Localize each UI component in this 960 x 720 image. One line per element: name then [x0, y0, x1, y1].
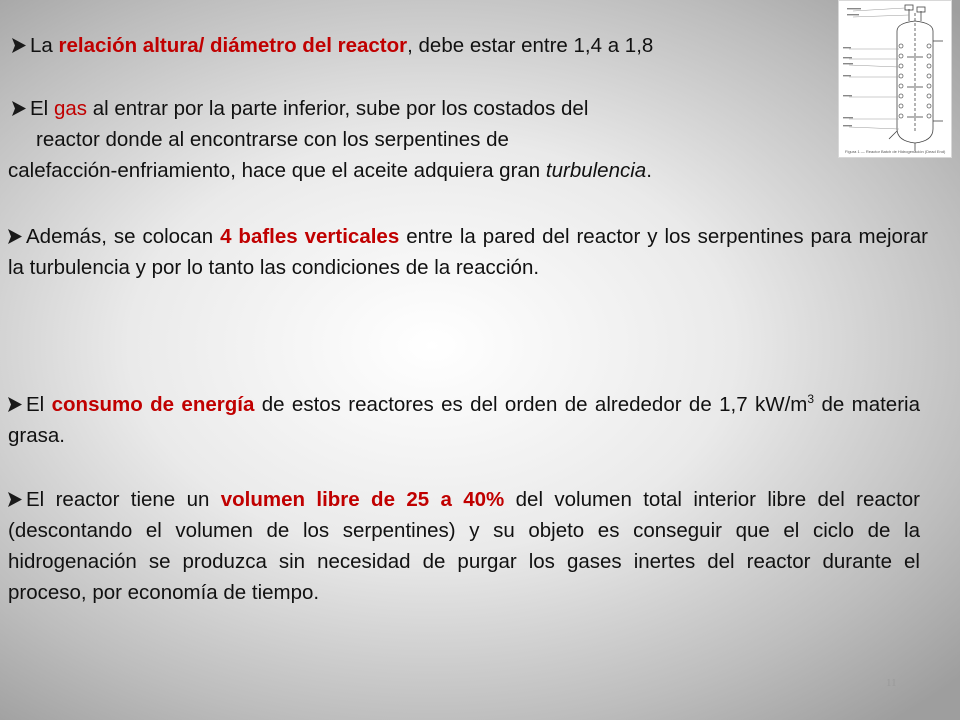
- paragraph-gas: [8, 93, 852, 186]
- p4-text-post2: de materia grasa.: [8, 393, 920, 447]
- p2-line3-a: calefacción-enfriamiento, hace que el aceite adquiera gran: [8, 159, 546, 182]
- figure-caption: Figura 1 — Reactor Batch de Hidrogenación (Dead End): [845, 149, 946, 154]
- p3-text-pre: Además, se colocan: [26, 225, 221, 248]
- p2-text-pre: El: [30, 97, 54, 120]
- slide-number: 11: [886, 677, 897, 689]
- p1-highlight: relación altura/ diámetro del reactor: [58, 34, 408, 57]
- p4-superscript: 3: [807, 392, 815, 406]
- p5-text-pre: El reactor tiene un: [26, 488, 221, 511]
- p2-text-post: al entrar por la parte inferior, sube por los costados del: [87, 97, 589, 120]
- p1-text-post: , debe estar entre 1,4 a 1,8: [407, 34, 654, 57]
- bullet-arrow-icon: [8, 397, 23, 412]
- p3-text-post: entre la pared del reactor y los serpentines para mejorar la turbulencia y por lo tanto las condiciones de la reacción.: [8, 225, 929, 279]
- paragraph-free-volume: [8, 484, 920, 608]
- p2-line2: reactor donde al encontrarse con los serpentines de: [36, 128, 509, 151]
- paragraph-ratio: [12, 30, 842, 61]
- bullet-arrow-icon: [8, 229, 23, 244]
- reactor-drawing: [839, 1, 953, 159]
- bullet-arrow-icon: [8, 492, 23, 507]
- p4-text-post: de estos reactores es del orden de alrededor de 1,7 kW/m: [254, 393, 808, 416]
- p4-highlight: consumo de energía: [51, 393, 255, 416]
- bullet-arrow-icon: [12, 101, 27, 116]
- bullet-arrow-icon: [12, 38, 27, 53]
- p5-text-post: del volumen total interior libre del reactor (descontando el volumen de los serpentines) y su objeto es conseguir que el ciclo de la hidrogenación se produzca sin necesidad de purgar los gases inertes del reactor durante el proceso, por economía de tiempo.: [8, 488, 920, 604]
- paragraph-energy: [8, 389, 920, 451]
- p4-text-pre: El: [26, 393, 52, 416]
- p2-line3-c: .: [646, 159, 652, 182]
- paragraph-baffles: [8, 221, 928, 283]
- reactor-diagram: [838, 0, 952, 158]
- p5-highlight: volumen libre de 25 a 40%: [220, 488, 505, 511]
- p3-highlight: 4 bafles verticales: [220, 225, 400, 248]
- p2-highlight: gas: [53, 97, 87, 120]
- p1-text-pre: La: [30, 34, 59, 57]
- p2-line3-italic: turbulencia: [545, 159, 647, 182]
